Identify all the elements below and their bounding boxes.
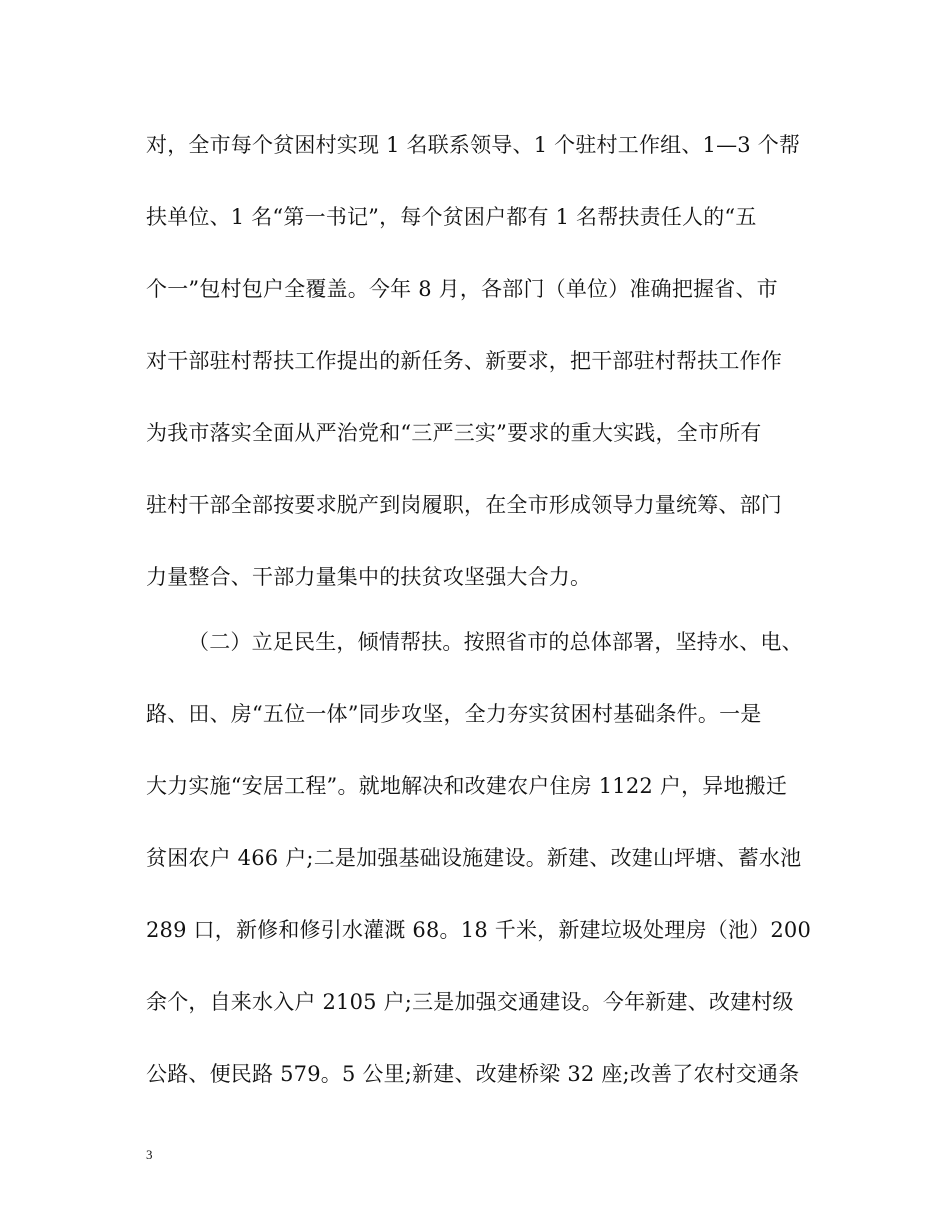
text-line: 大力实施“安居工程”。就地解决和改建农户住房 1122 户，异地搬迁	[146, 774, 788, 798]
text-line: 驻村干部全部按要求脱产到岗履职，在全市形成领导力量统筹、部门	[146, 493, 782, 517]
text-line: 余个，自来水入户 2105 户;三是加强交通建设。今年新建、改建村级	[146, 990, 794, 1014]
text-line: 扶单位、1 名“第一书记”，每个贫困户都有 1 名帮扶责任人的“五	[146, 205, 757, 229]
paragraph-first-line: （二）立足民生，倾情帮扶。按照省市的总体部署，坚持水、电、	[188, 630, 803, 654]
text-line: 对干部驻村帮扶工作提出的新任务、新要求，把干部驻村帮扶工作作	[146, 349, 782, 373]
text-line: 对，全市每个贫困村实现 1 名联系领导、1 个驻村工作组、1—3 个帮	[146, 133, 801, 157]
text-line: 为我市落实全面从严治党和“三严三实”要求的重大实践，全市所有	[146, 421, 762, 445]
text-line: 个一”包村包户全覆盖。今年 8 月，各部门（单位）准确把握省、市	[146, 277, 778, 301]
text-line: 289 口，新修和修引水灌溉 68。18 千米，新建垃圾处理房（池）200	[146, 918, 812, 942]
text-line: 公路、便民路 579。5 公里;新建、改建桥梁 32 座;改善了农村交通条	[146, 1062, 800, 1086]
page-number: 3	[146, 1147, 153, 1162]
text-line: 贫困农户 466 户;二是加强基础设施建设。新建、改建山坪塘、蓄水池	[146, 846, 802, 870]
text-line: 路、田、房“五位一体”同步攻坚，全力夯实贫困村基础条件。一是	[146, 702, 762, 726]
text-line: 力量整合、干部力量集中的扶贫攻坚强大合力。	[146, 565, 592, 589]
